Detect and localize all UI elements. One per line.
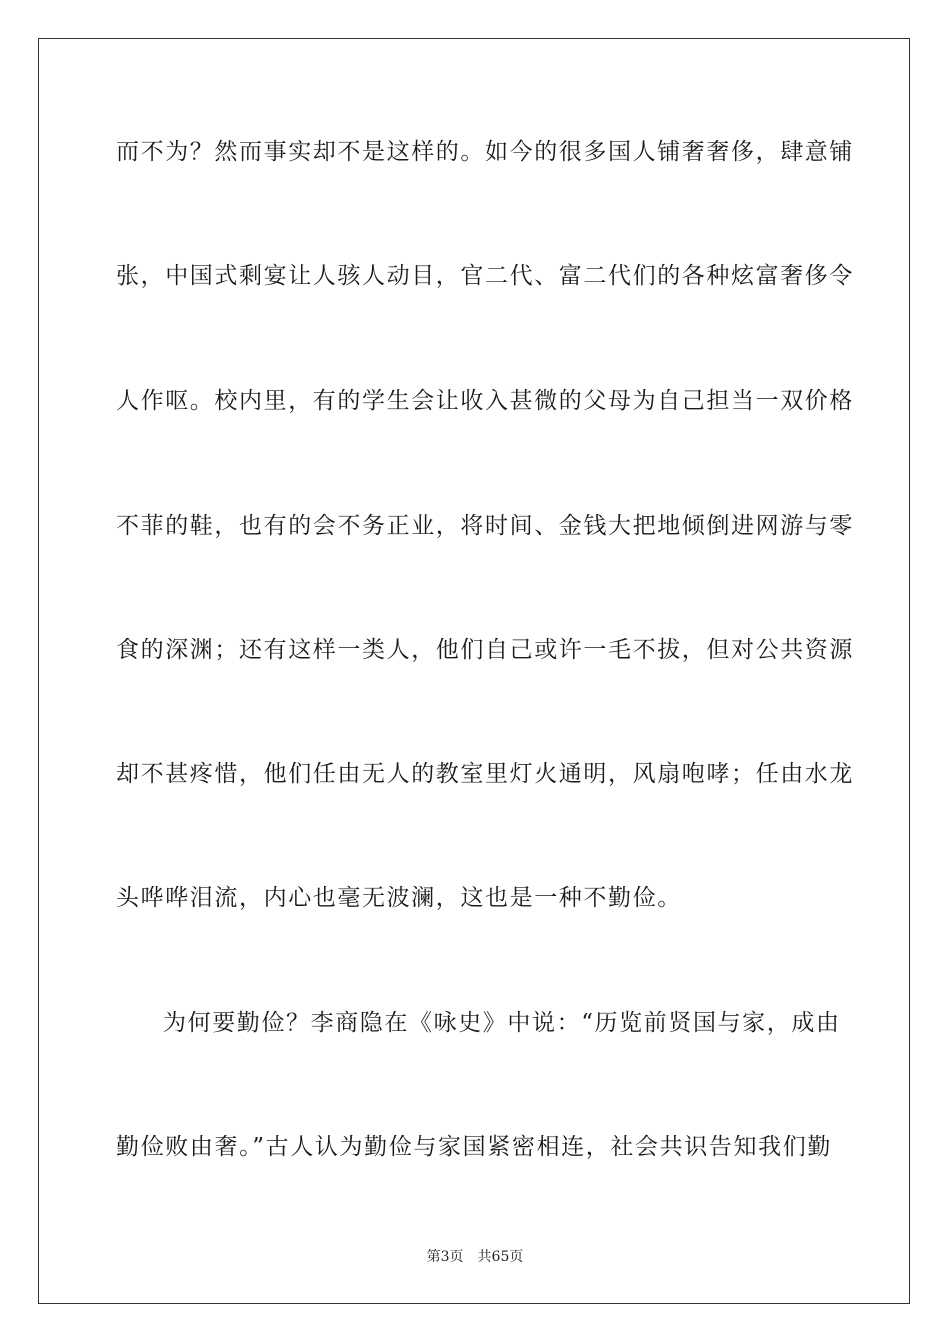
body-text-line-2: 张，中国式剩宴让人骇人动目，官二代、富二代们的各种炫富奢侈令: [116, 263, 854, 289]
page-footer: [0, 1248, 950, 1266]
body-text-line-3: 人作呕。校内里，有的学生会让收入甚微的父母为自己担当一双价格: [116, 388, 854, 414]
body-text-line-9: 勤俭败由奢。”古人认为勤俭与家国紧密相连，社会共识告知我们勤: [116, 1134, 832, 1160]
body-text-line-4: 不菲的鞋，也有的会不务正业，将时间、金钱大把地倾倒进网游与零: [116, 513, 854, 539]
body-text-line-6: 却不甚疼惜，他们任由无人的教室里灯火通明，风扇咆哮；任由水龙: [116, 761, 854, 787]
page-border: [38, 38, 910, 1304]
page-total: 共65页: [477, 1249, 524, 1265]
page-number: 第3页: [426, 1249, 464, 1265]
body-text-line-5: 食的深渊；还有这样一类人，他们自己或许一毛不拔，但对公共资源: [116, 637, 854, 663]
body-text-line-7: 头哗哗泪流，内心也毫无波澜，这也是一种不勤俭。: [116, 885, 682, 911]
body-text-line-8: 为何要勤俭？李商隐在《咏史》中说：“历览前贤国与家，成由: [163, 1010, 841, 1036]
body-text-line-1: 而不为？然而事实却不是这样的。如今的很多国人铺奢奢侈，肆意铺: [116, 139, 854, 165]
